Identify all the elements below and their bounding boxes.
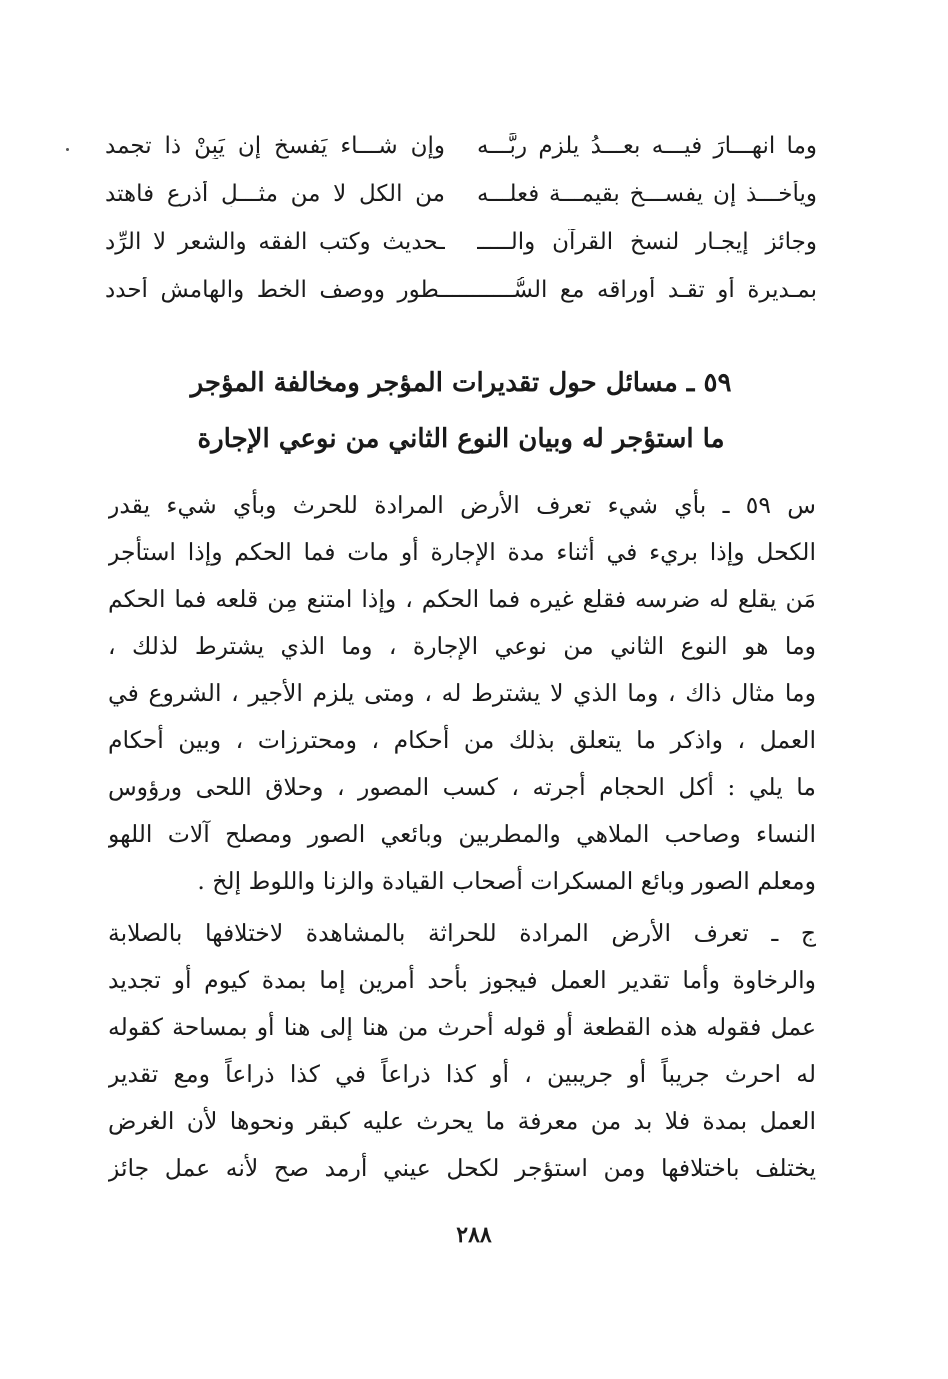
poem-second-hemistich: ـحديث وكتب الفقه والشعر لا الرِّد <box>105 229 445 255</box>
heading-line-1: ٥٩ ـ مسائل حول تقديرات المؤجر ومخالفة المؤجر <box>190 368 732 398</box>
poem-line <box>105 266 817 314</box>
poem-line <box>105 122 817 170</box>
heading-line-2: ما استؤجر له وبيان النوع الثاني من نوعي الإجارة <box>197 424 725 454</box>
answer-line: ج ـ تعرف الأرض المرادة للحراثة بالمشاهدة لاختلافها بالصلابة <box>108 919 816 947</box>
answer-line: العمل بمدة فلا بد من معرفة ما يحرث عليه كبقر ونحوها لأن الغرض <box>108 1107 816 1135</box>
question-line: ما يلي : أكل الحجام أجرته ، كسب المصور ، وحلاق اللحى ورؤوس <box>108 773 816 801</box>
question-line: وما مثال ذاك ، وما الذي لا يشترط له ، ومتى يلزم الأجير ، الشروع في <box>108 679 816 707</box>
poem-line <box>105 170 817 218</box>
answer-line: يختلف باختلافها ومن استؤجر لكحل عيني أرمد صح لأنه عمل جائز <box>108 1154 816 1182</box>
answer-line: عمل فقوله هذه القطعة أو قوله أحرث من هنا إلى هنا أو بمساحة كقوله <box>108 1013 816 1041</box>
scan-speck <box>66 148 69 151</box>
question-paragraph <box>108 482 816 905</box>
poem-full-line: بمـديرة أو تقـد أوراقه مع السُّـــــــــــطور ووصف الخط والهامش أحدد <box>105 277 817 303</box>
answer-paragraph <box>108 910 816 1192</box>
answer-line: له احرث جريباً أو جريبين ، أو كذا ذراعاً في كذا ذراعاً ومع تقدير <box>108 1060 816 1088</box>
poem-block <box>105 122 817 314</box>
poem-second-hemistich: وإن شـــاء يَفسخ إن يَبِنْ ذا تجمد <box>105 133 445 159</box>
question-line: ومعلم الصور وبائع المسكرات أصحاب القيادة والزنا واللوط إلخ . <box>197 867 816 895</box>
page-number: ٢٨٨ <box>456 1222 492 1248</box>
question-line: مَن يقلع له ضرسه فقلع غيره فما الحكم ، وإذا امتنع مِن قلعه فما الحكم <box>108 585 816 613</box>
question-line: وما هو النوع الثاني من نوعي الإجارة ، وما الذي يشترط لذلك ، <box>108 632 816 660</box>
question-line: العمل ، واذكر ما يتعلق بذلك من أحكام ، ومحترزات ، وبين أحكام <box>108 726 816 754</box>
poem-line <box>105 218 817 266</box>
question-line: س ٥٩ ـ بأي شيء تعرف الأرض المرادة للحرث وبأي شيء يقدر <box>108 491 816 519</box>
section-heading <box>105 355 817 467</box>
poem-first-hemistich: وجائز إيجـار لنسخ القرآن والـــــ <box>477 229 817 255</box>
question-line: الكحل وإذا بريء في أثناء مدة الإجارة أو مات فما الحكم وإذا استأجر <box>108 538 816 566</box>
poem-first-hemistich: وما انهـــارَ فيـــه بعـــدُ يلزم ربَّـــه <box>477 133 817 159</box>
poem-second-hemistich: من الكل لا من مثـــلِ أذرع فاهتد <box>105 181 445 207</box>
poem-first-hemistich: ويأخـــذ إن يفســـخ بقيمـــة فعلـــه <box>477 181 817 207</box>
question-line: النساء وصاحب الملاهي والمطربين وبائعي الصور ومصلح آلات اللهو <box>108 820 816 848</box>
answer-line: والرخاوة وأما تقدير العمل فيجوز بأحد أمرين إما بمدة كيوم أو تجديد <box>108 966 816 994</box>
